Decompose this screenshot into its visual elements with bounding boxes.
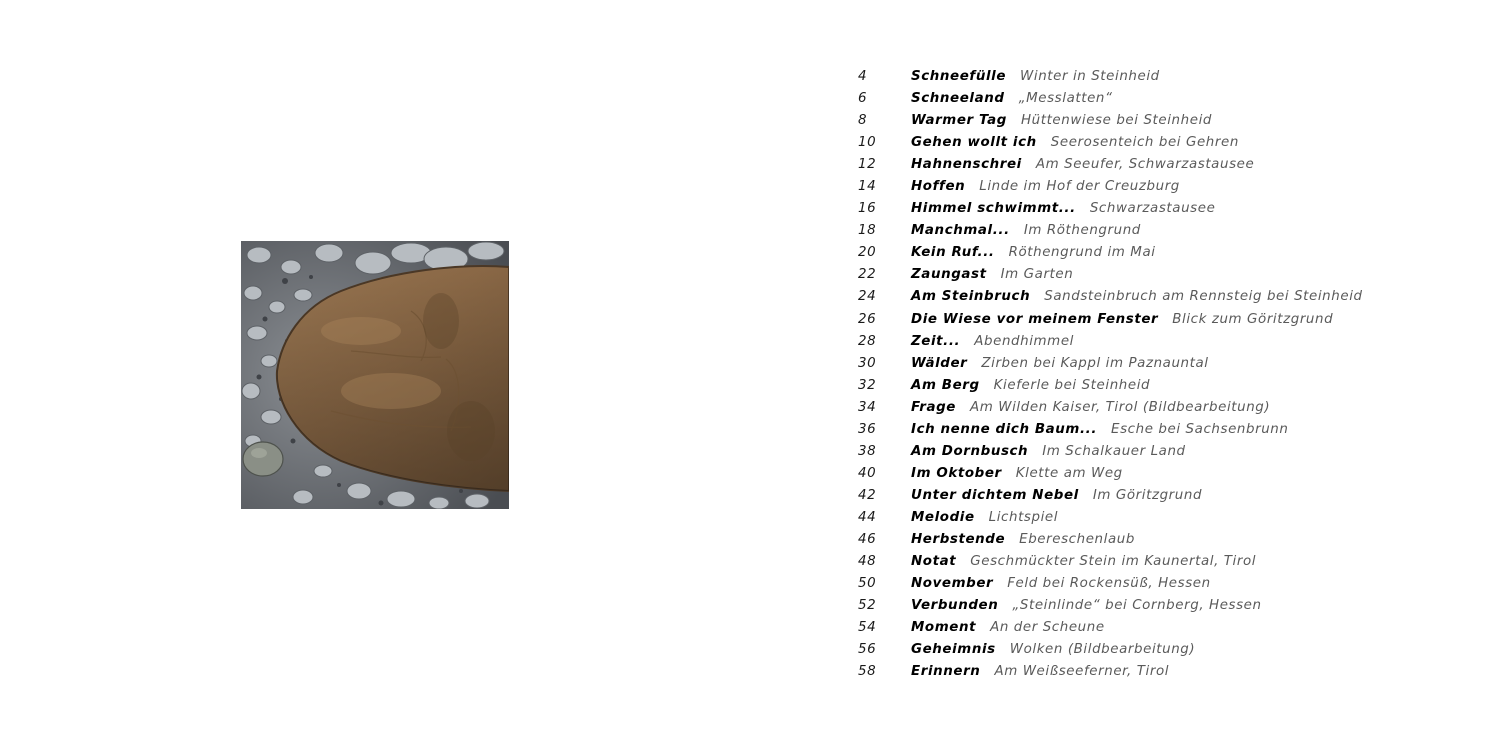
toc-entry [858, 419, 1363, 441]
toc-subtitle: Hüttenwiese bei Steinheid [1020, 113, 1212, 129]
toc-page-number: 16 [858, 201, 877, 217]
toc-subtitle: Im Röthengrund [1023, 223, 1141, 239]
toc-title: Schneefülle [911, 69, 1007, 84]
toc-title: Warmer Tag [911, 113, 1007, 129]
toc-page-number: 10 [858, 135, 877, 151]
toc-page-number: 6 [858, 91, 868, 107]
toc-title: Zeit... [911, 333, 961, 349]
toc-page-number: 48 [858, 554, 877, 570]
toc-entry [858, 551, 1363, 573]
toc-entry [858, 242, 1363, 264]
toc-page-number: 4 [858, 69, 868, 84]
toc-entry [858, 309, 1363, 331]
toc-subtitle: Im Schalkauer Land [1042, 443, 1186, 459]
toc-page-number: 40 [858, 465, 877, 481]
toc-title: Verbunden [911, 598, 999, 614]
toc-entry [858, 573, 1363, 595]
toc-entry [858, 353, 1363, 375]
toc-subtitle: Im Göritzgrund [1092, 487, 1203, 503]
toc-page-number: 52 [858, 598, 877, 614]
toc-title: Im Oktober [911, 465, 1002, 481]
toc-entry [858, 331, 1363, 353]
toc-subtitle: Klette am Weg [1015, 465, 1123, 481]
toc-title: Notat [911, 554, 957, 570]
toc-title: Melodie [911, 509, 975, 525]
toc-subtitle: „Steinlinde“ bei Cornberg, Hessen [1012, 598, 1262, 614]
toc-title: Gehen wollt ich [911, 135, 1037, 151]
toc-page-number: 50 [858, 576, 877, 592]
toc-subtitle: „Messlatten“ [1018, 91, 1113, 107]
toc-page-number: 58 [858, 664, 877, 680]
toc-entry [858, 639, 1363, 661]
toc-subtitle: Winter in Steinheid [1020, 69, 1160, 84]
toc-page-number: 26 [858, 311, 877, 327]
toc-title: Hahnenschrei [911, 157, 1022, 173]
toc-subtitle: An der Scheune [990, 620, 1105, 636]
toc-entry [858, 595, 1363, 617]
toc-entry [858, 154, 1363, 176]
toc-title: Unter dichtem Nebel [911, 487, 1079, 503]
toc-subtitle: Am Weißseeferner, Tirol [994, 664, 1170, 680]
stone-photo [241, 241, 509, 509]
toc-title: Moment [911, 620, 977, 636]
toc-title: Frage [911, 399, 956, 415]
toc-page-number: 20 [858, 245, 877, 261]
toc-subtitle: Röthengrund im Mai [1008, 245, 1156, 261]
toc-page-number: 24 [858, 289, 877, 305]
toc-page-number: 18 [858, 223, 877, 239]
toc-page-number: 12 [858, 157, 877, 173]
toc-title: Manchmal... [911, 223, 1010, 239]
toc-page-number: 46 [858, 531, 877, 547]
toc-title: Wälder [911, 355, 968, 371]
toc-subtitle: Schwarzastausee [1089, 201, 1216, 217]
toc-entry [858, 441, 1363, 463]
toc-entry [858, 375, 1363, 397]
toc-entry [858, 198, 1363, 220]
toc-subtitle: Feld bei Rockensüß, Hessen [1007, 576, 1211, 592]
toc-title: Zaungast [911, 267, 987, 283]
toc-title: Schneeland [911, 91, 1005, 107]
toc-title: Die Wiese vor meinem Fenster [911, 311, 1159, 327]
toc-entry [858, 463, 1363, 485]
toc-subtitle: Am Wilden Kaiser, Tirol (Bildbearbeitung) [969, 399, 1271, 415]
toc-subtitle: Esche bei Sachsenbrunn [1111, 421, 1289, 437]
toc-entry [858, 397, 1363, 419]
toc-page-number: 8 [858, 113, 868, 129]
toc-page-number: 30 [858, 355, 877, 371]
toc-subtitle: Wolken (Bildbearbeitung) [1009, 642, 1196, 658]
toc-entry [858, 264, 1363, 286]
toc-entry [858, 88, 1363, 110]
toc-page-number: 28 [858, 333, 877, 349]
toc-subtitle: Linde im Hof der Creuzburg [979, 179, 1180, 195]
toc-title: Am Berg [911, 377, 980, 393]
toc-entry [858, 529, 1363, 551]
toc-subtitle: Blick zum Göritzgrund [1172, 311, 1334, 327]
toc-entry [858, 617, 1363, 639]
toc-subtitle: Im Garten [1000, 267, 1074, 283]
toc-title: Herbstende [911, 531, 1006, 547]
toc-page-number: 22 [858, 267, 877, 283]
toc-subtitle: Lichtspiel [988, 509, 1059, 525]
toc-entry [858, 176, 1363, 198]
toc-page-number: 38 [858, 443, 877, 459]
toc-page-number: 14 [858, 179, 877, 195]
toc-entry [858, 66, 1363, 88]
toc-subtitle: Am Seeufer, Schwarzastausee [1035, 157, 1255, 173]
toc-subtitle: Kieferle bei Steinheid [993, 377, 1151, 393]
toc-title: Kein Ruf... [911, 245, 995, 261]
toc-subtitle: Abendhimmel [974, 333, 1074, 349]
toc-title: Ich nenne dich Baum... [911, 421, 1098, 437]
toc-page-number: 42 [858, 487, 877, 503]
toc-title: Am Dornbusch [911, 443, 1029, 459]
toc-title: Hoffen [911, 179, 966, 195]
toc-title: Am Steinbruch [911, 289, 1031, 305]
toc-subtitle: Geschmückter Stein im Kaunertal, Tirol [970, 554, 1257, 570]
toc-subtitle: Seerosenteich bei Gehren [1050, 135, 1239, 151]
toc-title: November [911, 576, 994, 592]
toc-subtitle: Zirben bei Kappl im Paznauntal [981, 355, 1209, 371]
toc-page-number: 34 [858, 399, 877, 415]
toc-entry [858, 220, 1363, 242]
toc-title: Himmel schwimmt... [911, 201, 1076, 217]
table-of-contents [858, 66, 1363, 683]
toc-entry [858, 661, 1363, 683]
toc-page-number: 56 [858, 642, 877, 658]
toc-entry [858, 507, 1363, 529]
toc-entry [858, 485, 1363, 507]
toc-subtitle: Sandsteinbruch am Rennsteig bei Steinheid [1044, 289, 1363, 305]
toc-entry [858, 110, 1363, 132]
toc-page-number: 36 [858, 421, 877, 437]
toc-subtitle: Ebereschenlaub [1019, 531, 1135, 547]
toc-entry [858, 132, 1363, 154]
toc-page-number: 54 [858, 620, 877, 636]
toc-page-number: 32 [858, 377, 877, 393]
toc-title: Erinnern [911, 664, 981, 680]
toc-page-number: 44 [858, 509, 877, 525]
toc-title: Geheimnis [911, 642, 996, 658]
toc-entry [858, 286, 1363, 308]
